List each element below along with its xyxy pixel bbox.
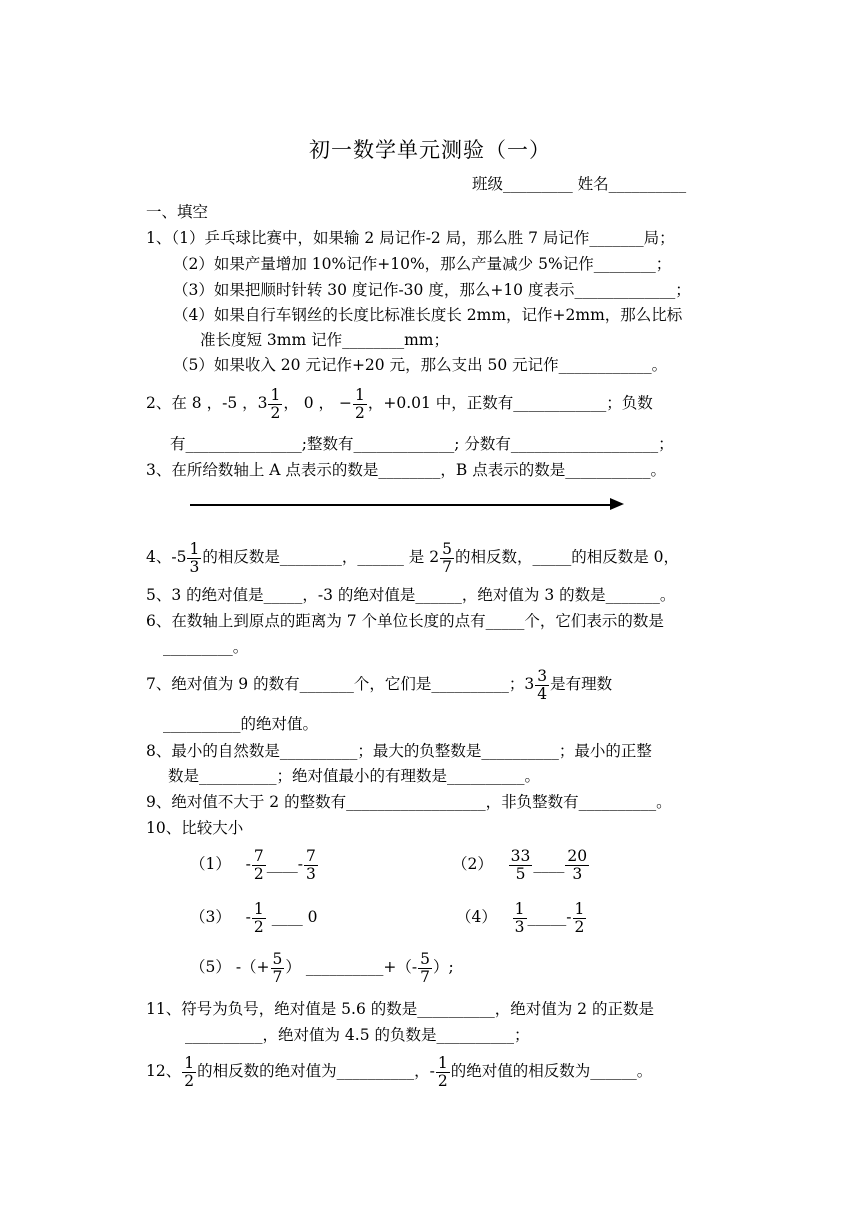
q12-fraction-1 (182, 1055, 196, 1090)
numerator: 5 (272, 949, 283, 968)
class-name-line: 班级_________ 姓名__________ (472, 175, 687, 193)
numerator: 5 (420, 949, 430, 968)
q7-fraction (535, 668, 549, 703)
zero-value: 0 (307, 908, 318, 926)
q4-line (146, 536, 679, 578)
denominator: 7 (442, 557, 452, 576)
number-line (190, 504, 612, 506)
q11-line2: __________，绝对值为 4.5 的负数是__________； (185, 1026, 530, 1044)
q4-fraction-1 (187, 541, 201, 576)
q3-line: 3、在所给数轴上 A 点表示的数是________，B 点表示的数是___________。 (146, 461, 666, 479)
q12-text-a: 12、 (146, 1062, 182, 1080)
denominator: 3 (306, 864, 316, 883)
numerator: 1 (270, 385, 281, 404)
numerator: 3 (537, 666, 548, 685)
fraction (252, 848, 266, 883)
page-title: 初一数学单元测验（一） (309, 138, 551, 162)
q2-text-a: 2、在 8 ，-5 ，3 (146, 394, 268, 412)
fraction (509, 848, 533, 883)
q10-item-1 (190, 843, 319, 885)
numerator: 1 (514, 899, 525, 918)
denominator: 3 (572, 864, 583, 883)
q1-line1: 1、（1）乒乓球比赛中，如果输 2 局记作-2 局，那么胜 7 局记作_______局； (146, 229, 675, 247)
minus-sign: - (297, 855, 304, 873)
q7-text-a: 7、绝对值为 9 的数有_______个，它们是__________；3 (146, 675, 535, 693)
minus-sign: - (245, 855, 251, 873)
denominator: 3 (514, 917, 525, 936)
numerator: 1 (189, 539, 200, 558)
q7-line1 (146, 663, 612, 705)
q1-line5: 准长度短 3mm 记作________mm； (200, 331, 450, 349)
q4-text-a: 4、-5 (146, 548, 187, 566)
answer-blank: ____ (266, 855, 298, 873)
q12-text-b: 的相反数的绝对值为__________，- (197, 1062, 435, 1080)
q10-item-2 (452, 843, 590, 885)
item-number: （1） (190, 855, 231, 873)
denominator: 4 (537, 684, 548, 703)
numerator: 5 (442, 539, 452, 558)
denominator: 5 (515, 864, 526, 883)
q2-fraction-2 (353, 387, 367, 422)
numerator: 33 (510, 846, 531, 865)
denominator: 2 (437, 1071, 448, 1090)
denominator: 2 (253, 917, 264, 936)
fraction (573, 901, 587, 936)
q12-line (146, 1050, 652, 1092)
answer-blank: ____ (533, 855, 565, 873)
text-pre: -（+ (235, 958, 270, 976)
denominator: 2 (253, 864, 264, 883)
answer-blank: ____ (271, 908, 303, 926)
denominator: 7 (420, 967, 430, 986)
q1-line4: （4）如果自行车钢丝的长度比标准长度长 2mm，记作+2mm，那么比标 (173, 306, 683, 324)
item-number: （3） (190, 908, 231, 926)
item-number: （4） (456, 908, 497, 926)
denominator: 2 (184, 1071, 195, 1090)
denominator: 2 (574, 917, 585, 936)
q6-line1: 6、在数轴上到原点的距离为 7 个单位长度的点有_____个，它们表示的数是 (146, 612, 664, 630)
q10-item-4 (456, 896, 587, 938)
fraction (513, 901, 527, 936)
q4-fraction-2 (440, 541, 454, 576)
item-number: （5） (190, 958, 231, 976)
section-heading: 一、填空 (146, 203, 209, 221)
q2-line2: 有_______________;整数有_____________; 分数有___________________； (170, 435, 674, 453)
denominator: 2 (270, 403, 281, 422)
q10-item-5 (190, 946, 454, 988)
q12-text-c: 的绝对值的相反数为______。 (450, 1062, 653, 1080)
q2-text-c: ，+0.01 中，正数有____________；负数 (367, 394, 653, 412)
q7-line2: __________的绝对值。 (163, 715, 319, 733)
q8-line1: 8、最小的自然数是__________；最大的负整数是__________；最小的正整 (146, 742, 652, 760)
fraction (565, 848, 589, 883)
q2-fraction-1 (268, 387, 282, 422)
q10-title: 10、比较大小 (146, 819, 244, 837)
denominator: 3 (189, 557, 200, 576)
numerator: 1 (184, 1053, 195, 1072)
fraction (418, 951, 432, 986)
minus-sign: - (566, 908, 572, 926)
q12-fraction-2 (436, 1055, 450, 1090)
q8-line2: 数是__________；绝对值最小的有理数是__________。 (168, 767, 541, 785)
q1-line3: （3）如果把顺时针转 30 度记作-30 度，那么+10 度表示_____________； (173, 281, 691, 299)
numerator: 1 (574, 899, 585, 918)
numerator: 20 (567, 846, 588, 865)
fraction (304, 848, 318, 883)
minus-sign: - (245, 908, 251, 926)
number-line-arrow-icon (610, 498, 624, 510)
answer-blank: _____ (527, 908, 567, 926)
fraction (252, 901, 266, 936)
item-number: （2） (452, 855, 493, 873)
text-post: ）; (432, 958, 454, 976)
q1-line2: （2）如果产量增加 10%记作+10%，那么产量减少 5%记作________； (173, 255, 672, 273)
denominator: 2 (354, 403, 365, 422)
numerator: 7 (253, 846, 264, 865)
q1-line6: （5）如果收入 20 元记作+20 元，那么支出 50 元记作____________。 (173, 356, 668, 374)
numerator: 7 (306, 846, 316, 865)
q9-line: 9、绝对值不大于 2 的整数有__________________，非负整数有__________。 (146, 793, 672, 811)
text-mid: ） __________+（- (285, 958, 418, 976)
q5-line: 5、3 的绝对值是_____，-3 的绝对值是______，绝对值为 3 的数是_______。 (146, 586, 676, 604)
numerator: 1 (253, 899, 264, 918)
q4-text-b: 的相反数是________，______ 是 2 (202, 548, 440, 566)
numerator: 1 (437, 1053, 448, 1072)
q4-text-c: 的相反数，_____的相反数是 0， (454, 548, 679, 566)
q11-line1: 11、符号为负号，绝对值是 5.6 的数是__________，绝对值为 2 的正数是 (146, 1000, 654, 1018)
q6-line2: _________。 (163, 638, 249, 656)
q7-text-b: 是有理数 (550, 675, 613, 693)
q2-text-b: ， 0 ， − (283, 394, 352, 412)
numerator: 1 (354, 385, 365, 404)
q2-line1 (146, 382, 653, 424)
q10-item-3 (190, 896, 318, 938)
fraction (271, 951, 285, 986)
denominator: 7 (272, 967, 283, 986)
